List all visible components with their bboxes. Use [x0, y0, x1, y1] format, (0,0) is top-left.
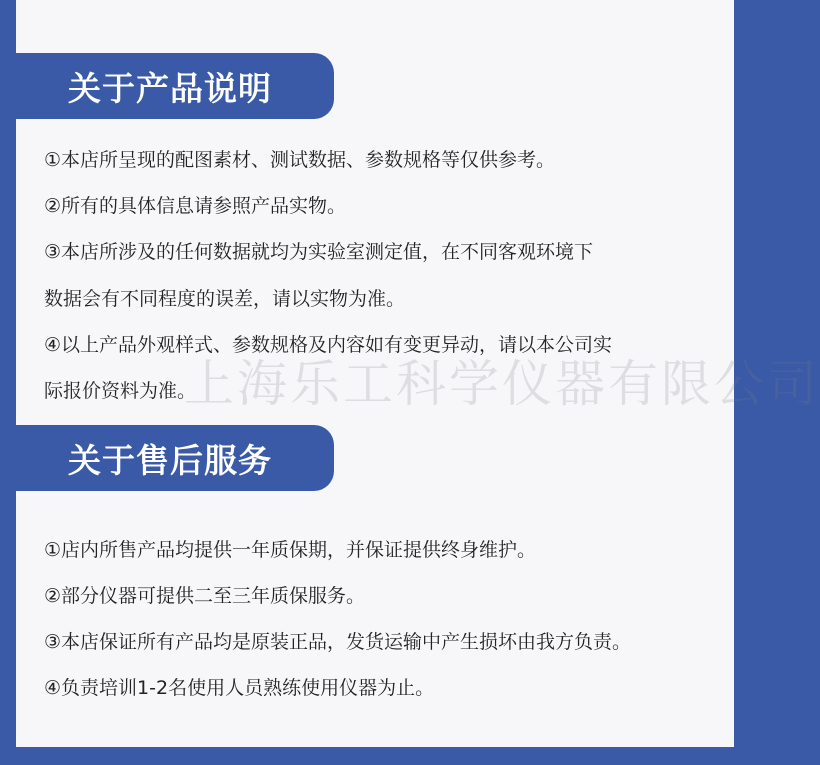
product-section-header [16, 53, 334, 119]
product-item-4-cont: 际报价资料为准。 [44, 380, 197, 402]
service-item-4: ④负责培训1-2名使用人员熟练使用仪器为止。 [44, 677, 435, 699]
product-item-1: ①本店所呈现的配图素材、测试数据、参数规格等仅供参考。 [44, 149, 556, 171]
company-watermark: 上海乐工科学仪器有限公司 [184, 355, 820, 413]
product-item-4: ④以上产品外观样式、参数规格及内容如有变更异动，请以本公司实 [44, 334, 613, 356]
content-panel [16, 0, 820, 747]
product-item-2: ②所有的具体信息请参照产品实物。 [44, 195, 347, 217]
product-item-3-cont: 数据会有不同程度的误差，请以实物为准。 [44, 288, 406, 310]
service-item-3: ③本店保证所有产品均是原装正品，发货运输中产生损坏由我方负责。 [44, 631, 632, 653]
product-item-3: ③本店所涉及的任何数据就均为实验室测定值，在不同客观环境下 [44, 241, 594, 263]
product-section-title: 关于产品说明 [68, 68, 272, 108]
service-section-title: 关于售后服务 [68, 440, 272, 480]
service-item-2: ②部分仪器可提供二至三年质保服务。 [44, 585, 366, 607]
service-section-header [16, 425, 334, 491]
service-item-1: ①店内所售产品均提供一年质保期，并保证提供终身维护。 [44, 539, 537, 561]
